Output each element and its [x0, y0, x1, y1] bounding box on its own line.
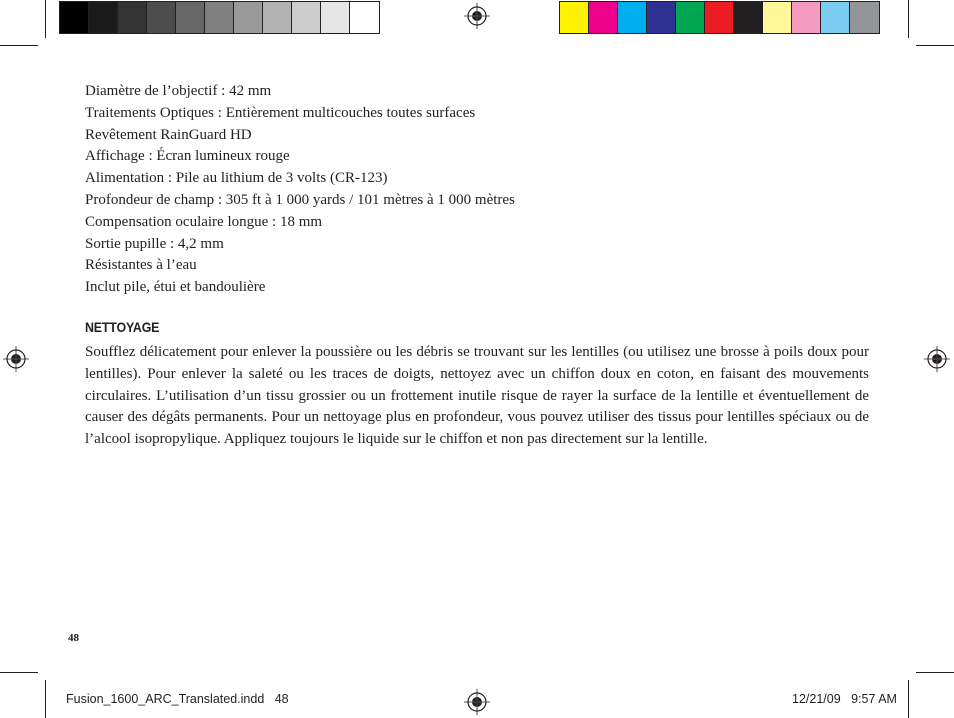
- process-color-bar: [559, 1, 880, 34]
- color-swatch: [734, 2, 763, 33]
- gray-swatch: [118, 2, 147, 33]
- registration-mark-bottom-icon: [464, 689, 490, 715]
- registration-mark-right-icon: [924, 346, 950, 372]
- gray-swatch: [147, 2, 176, 33]
- color-swatch: [589, 2, 618, 33]
- color-swatch: [676, 2, 705, 33]
- grayscale-color-bar: [59, 1, 380, 34]
- gray-swatch: [205, 2, 234, 33]
- gray-swatch: [89, 2, 118, 33]
- gray-swatch: [176, 2, 205, 33]
- color-swatch: [705, 2, 734, 33]
- color-swatch: [647, 2, 676, 33]
- spec-line: Diamètre de l’objectif : 42 mm: [85, 83, 272, 99]
- spec-line: Profondeur de champ : 305 ft à 1 000 yards / 101 mètres à 1 000 mètres: [85, 191, 515, 208]
- registration-mark-left-icon: [3, 346, 29, 372]
- spec-line: Traitements Optiques : Entièrement multicouches toutes surfaces: [85, 104, 476, 121]
- spec-line: Sortie pupille : 4,2 mm: [85, 235, 224, 252]
- spec-line: Affichage : Écran lumineux rouge: [85, 148, 290, 165]
- gray-swatch: [292, 2, 321, 33]
- crop-mark-bottom-right-v: [908, 680, 909, 718]
- crop-mark-bottom-left-h: [0, 672, 38, 673]
- crop-mark-top-left-v: [45, 0, 46, 38]
- color-swatch: [618, 2, 647, 33]
- color-swatch: [821, 2, 850, 33]
- gray-swatch: [60, 2, 89, 33]
- spec-line: Inclut pile, étui et bandoulière: [85, 279, 266, 296]
- cleaning-body: Soufflez délicatement pour enlever la poussière ou les débris se trouvant sur les lentilles (ou utilisez une brosse à poils doux pour lentilles). Pour enlever la saleté ou les traces de doigts, nettoyez avec un chiffon doux en coton, en faisant des mouvements circulaires. L’utilisation d’un tissu grossier ou un frottement inutile risque de rayer la surface de la lentille et éventuellement de causer des dégâts permanents. Pour un nettoyage plus en profondeur, vous pouvez utiliser des tissus pour lentilles spéciaux ou de l’alcool isopropylique. Appliquez toujours le liquide sur le chiffon et non pas directement sur la lentille.: [85, 344, 869, 448]
- color-swatch: [560, 2, 589, 33]
- gray-swatch: [263, 2, 292, 33]
- slug-filename: Fusion_1600_ARC_Translated.indd 48: [66, 692, 289, 706]
- cleaning-heading: NETTOYAGE: [85, 320, 160, 335]
- spec-line: Résistantes à l’eau: [85, 257, 197, 274]
- color-swatch: [850, 2, 879, 33]
- registration-mark-top-icon: [464, 3, 490, 29]
- specifications-list: [85, 81, 515, 299]
- page-number: 48: [68, 632, 79, 644]
- color-swatch: [792, 2, 821, 33]
- gray-swatch: [350, 2, 379, 33]
- crop-mark-top-right-v: [908, 0, 909, 38]
- spec-line: Alimentation : Pile au lithium de 3 volts (CR-123): [85, 170, 388, 187]
- gray-swatch: [234, 2, 263, 33]
- crop-mark-bottom-left-v: [45, 680, 46, 718]
- crop-mark-bottom-right-h: [916, 672, 954, 673]
- crop-mark-top-right-h: [916, 45, 954, 46]
- crop-mark-top-left-h: [0, 45, 38, 46]
- spec-line: Compensation oculaire longue : 18 mm: [85, 213, 323, 230]
- gray-swatch: [321, 2, 350, 33]
- slug-datetime: 12/21/09 9:57 AM: [792, 692, 897, 706]
- color-swatch: [763, 2, 792, 33]
- spec-line: Revêtement RainGuard HD: [85, 126, 252, 143]
